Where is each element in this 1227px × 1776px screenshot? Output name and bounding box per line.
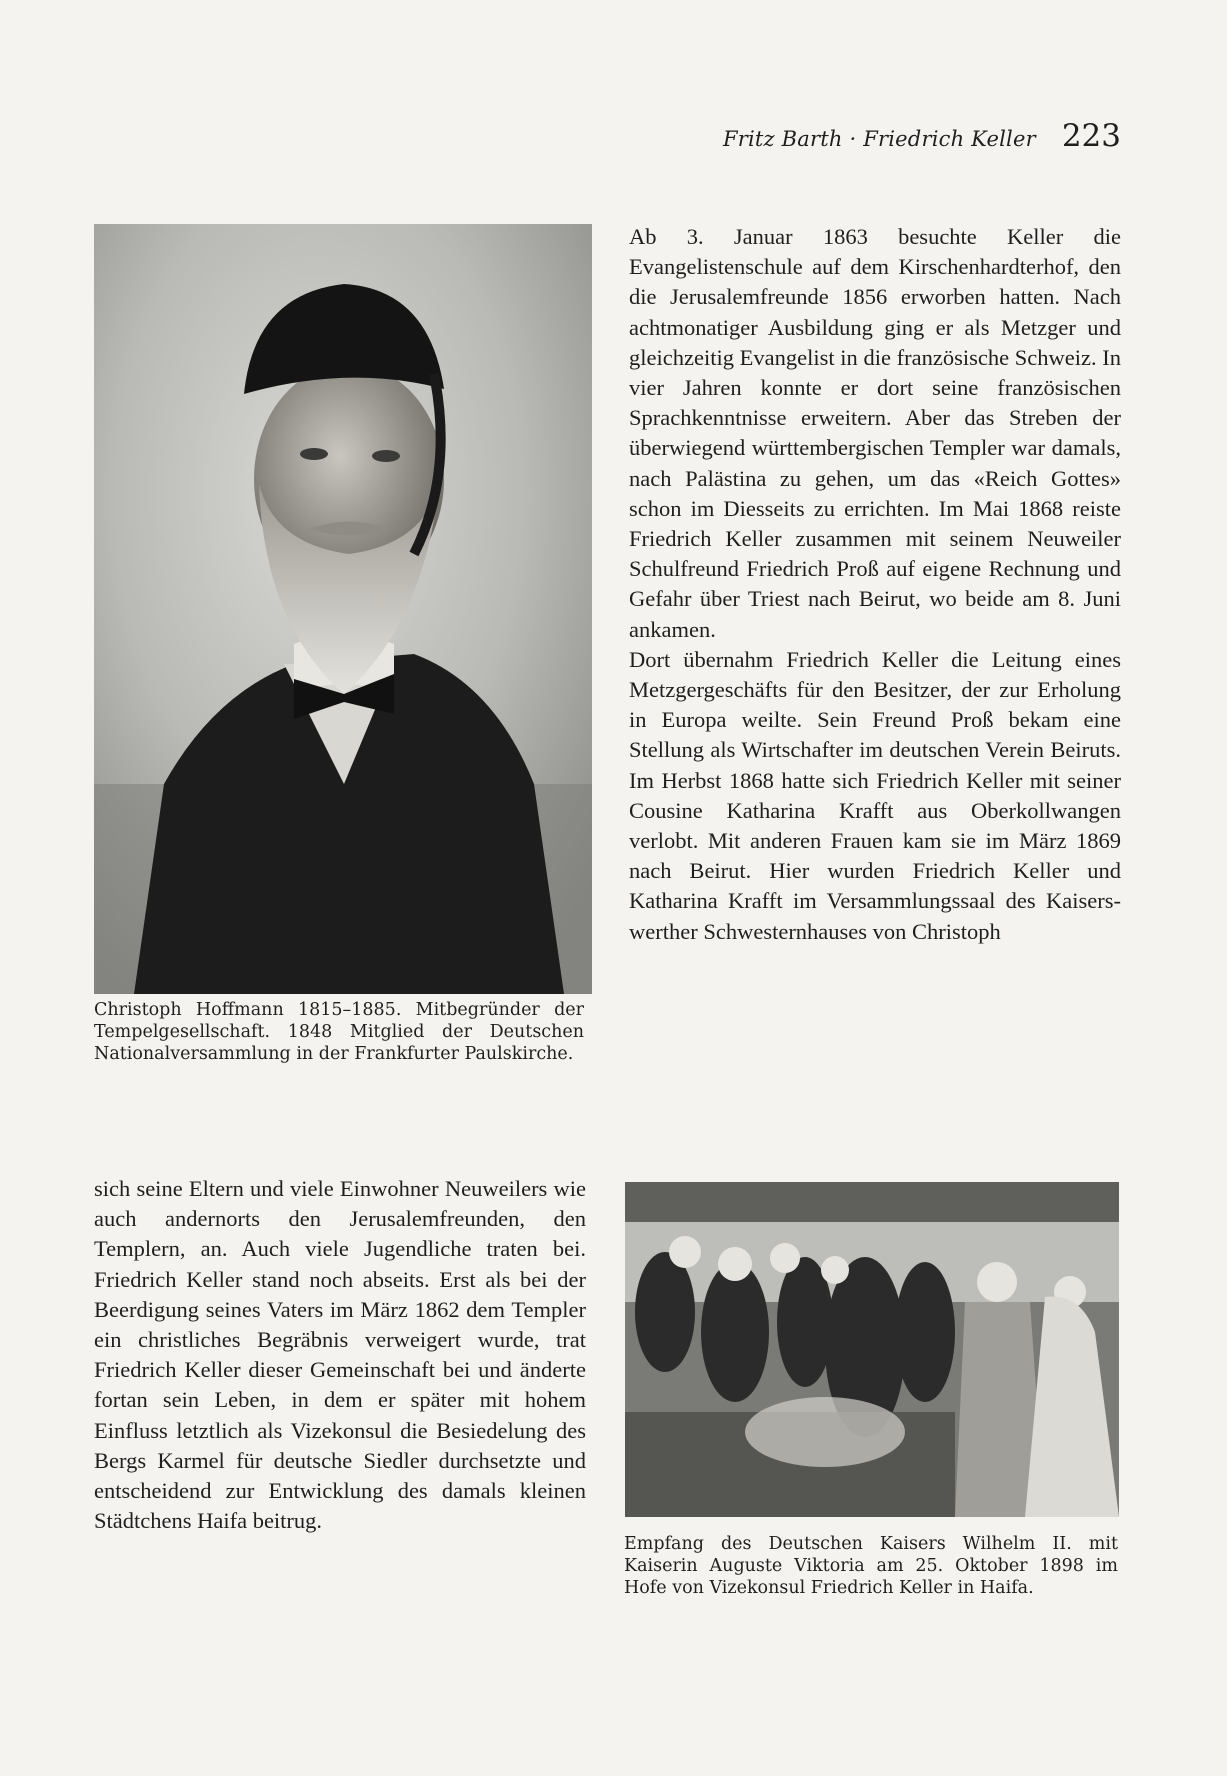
right-column-paragraph-2: Dort übernahm Friedrich Keller die Leitung eines Metzgergeschäfts für den Besitzer, der zur Erholung in Europa weilte. Sein Freund Proß bekam eine Stellung als Wirtschafter im deutschen Verein Beiruts. Im Herbst 1868 hatte sich Friedrich Keller mit seiner Cousine Katharina Krafft aus Oberkollwangen verlobt. Mit anderen Frauen kam sie im März 1869 nach Beirut. Hier wurden Friedrich Keller und Katharina Krafft im Versammlungssaal des Kaiserswerther Schwesternhauses von Christoph — [629, 646, 1121, 944]
portrait-illustration — [94, 224, 592, 994]
kaiser-illustration — [625, 1182, 1119, 1517]
kaiser-caption: Empfang des Deutschen Kaisers Wilhelm II. mit Kaiserin Auguste Viktoria am 25. Oktober 1898 im Hofe von Vizekonsul Friedrich Keller in Haifa. — [624, 1534, 1118, 1598]
kaiser-reception-photo — [625, 1182, 1119, 1517]
left-column-text: sich seine Eltern und viele Einwohner Neuweilers wie auch andernorts den Jerusalemfreunden, den Templern, an. Auch viele Jugendliche traten bei. Friedrich Keller stand noch abseits. Erst als bei der Beerdigung seines Vaters im März 1862 dem Templer ein christliches Begräbnis verweigert wurde, trat Friedrich Keller dieser Gemeinschaft bei und änderte fortan sein Leben, in dem er später mit hohem Einfluss letztlich als Vizekonsul die Besiedelung des Bergs Karmel für deutsche Siedler durchsetzte und entscheidend zur Entwicklung des damals kleinen Städtchens Haifa beitrug. — [94, 1176, 586, 1534]
portrait-photo — [94, 224, 592, 994]
running-head: Fritz Barth · Friedrich Keller — [722, 127, 1036, 151]
right-column — [629, 222, 1121, 947]
right-column-paragraph-1: Ab 3. Januar 1863 besuchte Keller die Evangelistenschule auf dem Kirschenhardterhof, den die Jerusalemfreunde 1856 erworben hatten. Nach achtmonatiger Ausbildung ging er als Metzger und gleichzeitig Evangelist in die französische Schweiz. In vier Jahren konnte er dort seine französischen Sprachkenntnisse erweitern. Aber das Streben der überwiegend württembergischen Templer war damals, nach Palästina zu gehen, um das «Reich Gottes» schon im Diesseits zu errichten. Im Mai 1868 reiste Friedrich Keller zusammen mit seinem Neuweiler Schulfreund Friedrich Proß auf eigene Rechnung und Gefahr über Triest nach Beirut, wo beide am 8. Juni ankamen. — [629, 224, 1121, 642]
page-header — [723, 118, 1121, 154]
page-number: 223 — [1061, 118, 1121, 154]
portrait-caption: Christoph Hoffmann 1815–1885. Mitbegründer der Tempelgesellschaft. 1848 Mitglied der Deutschen Nationalversammlung in der Frankfurter Paulskirche. — [94, 1000, 584, 1064]
